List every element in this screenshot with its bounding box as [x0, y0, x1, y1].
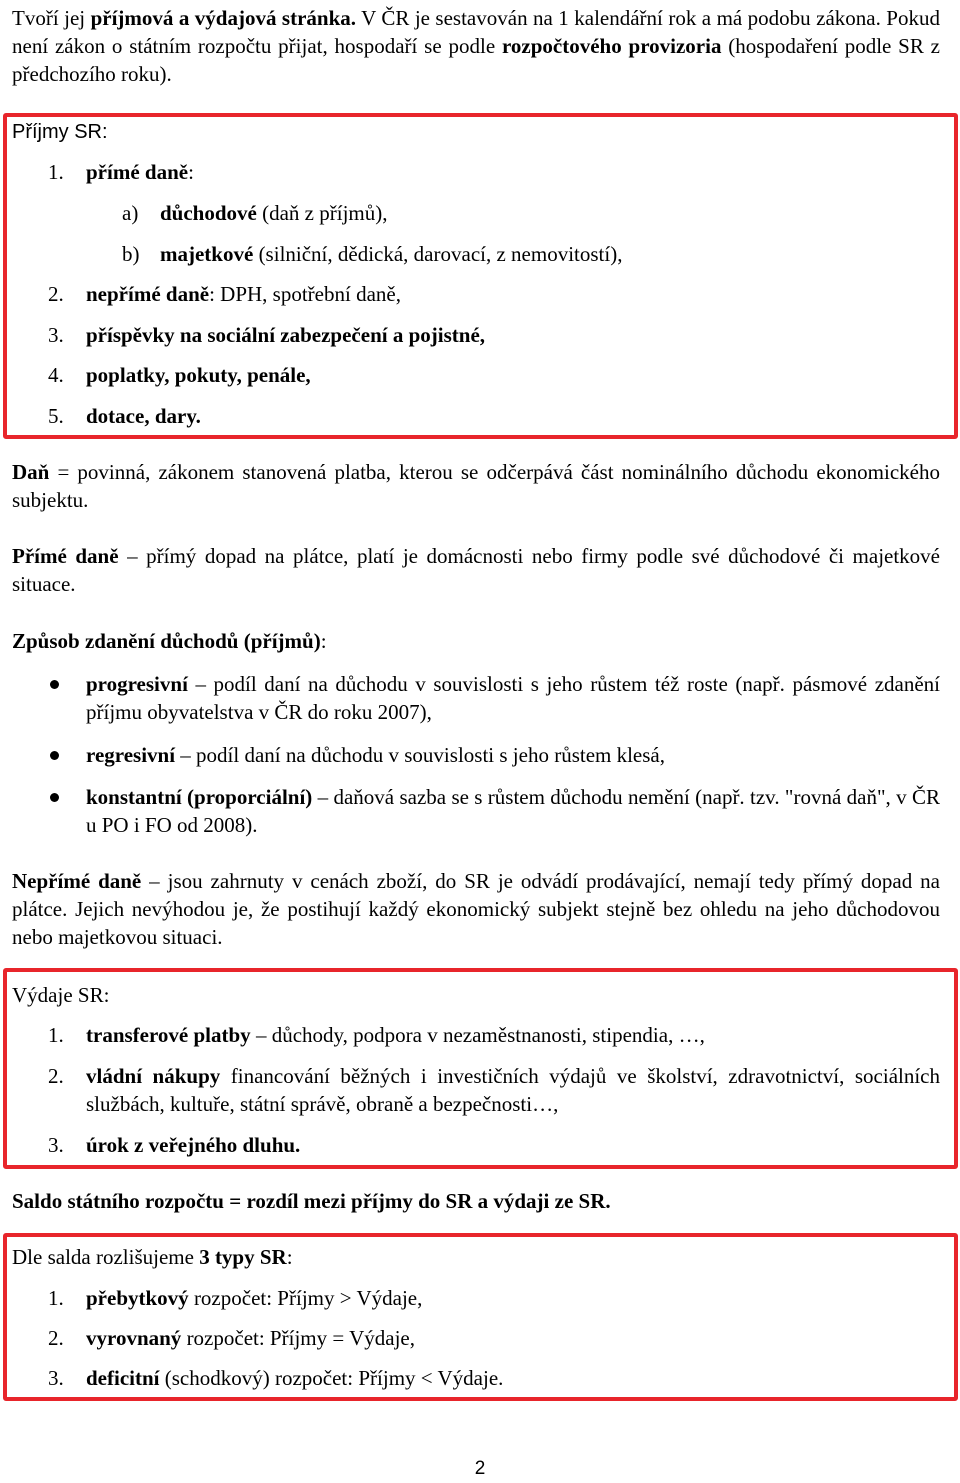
list-letter: b) — [122, 242, 140, 266]
list-text: rozpočet: Příjmy = Výdaje, — [181, 1326, 415, 1350]
list-bold: úrok z veřejného dluhu. — [86, 1133, 301, 1157]
term-text: = povinná, zákonem stanovená platba, kterou se odčerpává část nominálního důchodu ekonomického subjektu. — [12, 460, 940, 512]
list-number: 1. — [48, 160, 64, 184]
term-bold: Daň — [12, 460, 50, 484]
list-bold: progresivní — [86, 672, 188, 696]
term-text: – přímý dopad na plátce, platí je domácnosti nebo firmy podle své důchodové či majetkové situace. — [12, 544, 941, 596]
list-number: 2. — [48, 1064, 64, 1088]
intro-paragraph — [12, 4, 940, 88]
list-bold: vládní nákupy — [86, 1064, 221, 1088]
income-item-3 — [48, 321, 486, 349]
income-heading: Příjmy SR: — [12, 121, 108, 143]
list-text: rozpočet: Příjmy > Výdaje, — [188, 1286, 423, 1310]
list-text: – daňová sazba se s růstem důchodu nemění (např. tzv. "rovná daň", v ČR u PO i FO od 2008). — [86, 785, 940, 837]
saldo-bold: Saldo státního rozpočtu = rozdíl mezi příjmy do SR a výdaji ze SR. — [12, 1189, 611, 1213]
list-number: 3. — [48, 1133, 64, 1157]
intro-bold-1: příjmová a výdajová stránka. — [90, 6, 357, 30]
types-item-1 — [48, 1284, 423, 1312]
list-number: 5. — [48, 404, 64, 428]
bullet-item-progressive — [86, 670, 940, 726]
bullet-icon — [50, 680, 59, 689]
term-bold: Přímé daně — [12, 544, 119, 568]
list-number: 4. — [48, 363, 64, 387]
bullet-item-constant — [86, 783, 940, 839]
term-bold: Nepřímé daně — [12, 869, 142, 893]
list-bold: vyrovnaný — [86, 1326, 182, 1350]
list-text: (schodkový) rozpočet: Příjmy < Výdaje. — [159, 1366, 504, 1390]
income-item-2 — [48, 280, 401, 308]
expenses-heading: Výdaje SR: — [12, 983, 110, 1007]
list-bold: majetkové — [160, 242, 254, 266]
heading-text: : — [320, 629, 327, 653]
list-number: 2. — [48, 1326, 64, 1350]
types-heading — [12, 1243, 293, 1271]
income-item-1 — [48, 158, 194, 186]
list-text: (daň z příjmů), — [256, 201, 388, 225]
indirect-taxes-paragraph — [12, 867, 940, 951]
list-text: financování běžných i investičních výdajů ve školství, zdravotnictví, sociálních službách, kultuře, státní správě, obraně a bezpečnosti…, — [86, 1064, 940, 1116]
income-item-1a — [122, 199, 388, 227]
heading-bold: Způsob zdanění důchodů (příjmů) — [12, 629, 321, 653]
types-item-2 — [48, 1324, 415, 1352]
tax-definition — [12, 458, 940, 514]
income-item-4 — [48, 361, 311, 389]
list-text: (silniční, dědická, darovací, z nemovitostí), — [253, 242, 623, 266]
list-number: 3. — [48, 323, 64, 347]
list-text: – důchody, podpora v nezaměstnanosti, stipendia, …, — [250, 1023, 705, 1047]
list-number: 1. — [48, 1023, 64, 1047]
direct-taxes-paragraph — [12, 542, 940, 598]
list-bold: regresivní — [86, 743, 176, 767]
list-bold: přebytkový — [86, 1286, 189, 1310]
expenses-item-2 — [86, 1062, 940, 1118]
list-number: 2. — [48, 282, 64, 306]
expenses-item-1 — [48, 1021, 705, 1049]
saldo-definition — [12, 1187, 611, 1215]
expenses-item-3 — [48, 1131, 301, 1159]
list-bold: poplatky, pokuty, penále, — [86, 363, 311, 387]
list-bold: příspěvky na sociální zabezpečení a pojistné, — [86, 323, 486, 347]
method-heading — [12, 627, 327, 655]
term-text: – jsou zahrnuty v cenách zboží, do SR je odvádí prodávající, nemají tedy přímý dopad na plátce. Jejich nevýhodou je, že postihují každý ekonomický subjekt stejně bez ohledu na jeho důchodovou nebo majetkovou situaci. — [12, 869, 940, 949]
heading-bold: 3 typy SR — [199, 1245, 287, 1269]
list-bold: deficitní — [86, 1366, 160, 1390]
list-text: : DPH, spotřební daně, — [209, 282, 401, 306]
list-bold: konstantní (proporciální) — [86, 785, 313, 809]
list-bold: dotace, dary. — [86, 404, 201, 428]
heading-text: : — [286, 1245, 293, 1269]
list-letter: a) — [122, 201, 139, 225]
intro-bold-2: rozpočtového provizoria — [501, 34, 722, 58]
bullet-icon — [50, 751, 59, 760]
list-text: : — [188, 160, 194, 184]
intro-text-3: (hospodaření podle SR z předchozího roku). — [12, 34, 940, 86]
heading-text: Dle salda rozlišujeme — [12, 1245, 200, 1269]
list-text: – podíl daní na důchodu v souvislosti s jeho růstem klesá, — [175, 743, 665, 767]
page-number: 2 — [474, 1458, 486, 1479]
list-number: 1. — [48, 1286, 64, 1310]
types-item-3 — [48, 1364, 504, 1392]
list-bold: přímé daně — [86, 160, 189, 184]
intro-text-2: V ČR je sestavován na 1 kalendářní rok a má podobu zákona. Pokud není zákon o státním rozpočtu přijat, hospodaří se podle — [12, 6, 940, 58]
list-bold: nepřímé daně — [86, 282, 210, 306]
bullet-icon — [50, 793, 59, 802]
list-number: 3. — [48, 1366, 64, 1390]
bullet-item-regressive — [86, 741, 940, 769]
list-text: – podíl daní na důchodu v souvislosti s jeho růstem též roste (např. pásmové zdanění příjmu obyvatelstva v ČR do roku 2007), — [86, 672, 940, 724]
income-item-1b — [122, 240, 623, 268]
list-bold: důchodové — [160, 201, 257, 225]
income-item-5 — [48, 402, 201, 430]
intro-text-1: Tvoří jej — [12, 6, 91, 30]
expenses-item-2-number — [48, 1062, 64, 1090]
list-bold: transferové platby — [86, 1023, 251, 1047]
